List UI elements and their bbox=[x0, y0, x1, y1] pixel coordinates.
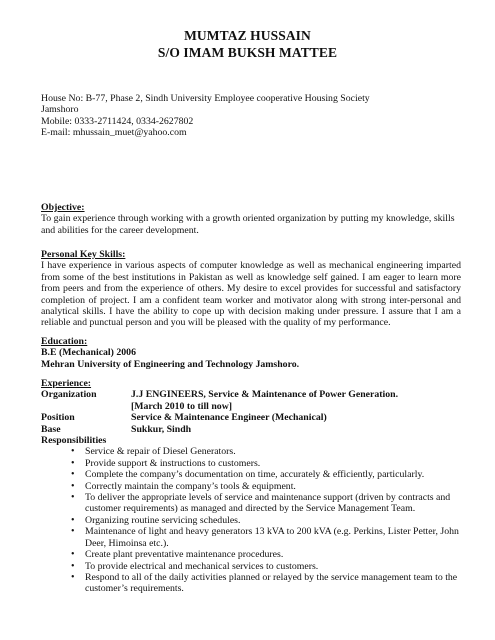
period-row bbox=[41, 401, 461, 412]
organization-value: J.J ENGINEERS, Service & Maintenance of Power Generation. bbox=[131, 389, 399, 401]
education-institution: Mehran University of Engineering and Technology Jamshoro. bbox=[41, 358, 300, 370]
skills-section bbox=[41, 249, 461, 329]
list-item: • Organizing routine servicing schedules. bbox=[41, 515, 461, 526]
list-item: • To provide electrical and mechanical services to customers. bbox=[41, 561, 461, 572]
mobile-number: Mobile: 0333-2711424, 0334-2627802 bbox=[41, 115, 194, 127]
position-value: Service & Maintenance Engineer (Mechanical) bbox=[131, 412, 327, 424]
list-item: • Provide support & instructions to customers. bbox=[41, 458, 461, 469]
list-item: • Complete the company’s documentation on time, accurately & efficiently, particularly. bbox=[41, 469, 461, 480]
list-item: • Maintenance of light and heavy generators 13 kVA to 200 kVA (e.g. Perkins, Lister Petter, John Deer, Himoinsa etc.). bbox=[41, 526, 461, 549]
list-item: • To deliver the appropriate levels of service and maintenance support (driven by contracts and customer requirements) as managed and directed by the Service Management Team. bbox=[41, 492, 461, 515]
address-line-2: Jamshoro bbox=[41, 104, 79, 116]
responsibilities-list bbox=[41, 446, 461, 594]
organization-label: Organization bbox=[41, 389, 97, 401]
organization-row bbox=[41, 389, 461, 400]
education-section bbox=[41, 336, 461, 370]
experience-section bbox=[41, 378, 461, 595]
experience-heading: Experience: bbox=[41, 378, 92, 389]
objective-heading: Objective: bbox=[41, 202, 85, 213]
contact-block bbox=[41, 93, 461, 138]
education-heading: Education: bbox=[41, 336, 88, 347]
applicant-name: MUMTAZ HUSSAIN bbox=[184, 28, 311, 43]
base-label: Base bbox=[41, 423, 61, 435]
objective-text: To gain experience through working with a growth oriented organization by putting my knowledge, skills and abilities for the career development. bbox=[41, 213, 455, 236]
applicant-parentage: S/O IMAM BUKSH MATTEE bbox=[157, 45, 338, 60]
email-address: E-mail: mhussain_muet@yahoo.com bbox=[41, 126, 187, 138]
position-row bbox=[41, 412, 461, 423]
list-item: • Correctly maintain the company’s tools & equipment. bbox=[41, 481, 461, 492]
education-degree: B.E (Mechanical) 2006 bbox=[41, 347, 136, 359]
skills-text: I have experience in various aspects of computer knowledge as well as mechanical engineering imparted from some of the best institutions in Pakistan as well as knowledge self gained. I am eager to learn more from peers and from the experience of others. My desire to excel provides for successful and satisfactory completion of project. I am a confident team worker and motivator along with strong inter-personal and analytical skills. I have the ability to cope up with decision making under pressure. I assure that I am a reliable and punctual person and you will be pleased with the quality of my performance. bbox=[41, 260, 461, 329]
address-line-1: House No: B-77, Phase 2, Sindh University Employee cooperative Housing Society bbox=[41, 93, 370, 104]
employment-period: [March 2010 to till now] bbox=[131, 400, 233, 412]
position-label: Position bbox=[41, 412, 75, 424]
base-row bbox=[41, 424, 461, 435]
objective-section bbox=[41, 202, 461, 236]
name-header bbox=[0, 27, 495, 61]
list-item: • Create plant preventative maintenance procedures. bbox=[41, 549, 461, 560]
base-value: Sukkur, Sindh bbox=[131, 423, 192, 435]
list-item: • Respond to all of the daily activities planned or relayed by the service management team to the customer’s requirements. bbox=[41, 572, 461, 595]
skills-heading: Personal Key Skills: bbox=[41, 249, 126, 260]
list-item: • Service & repair of Diesel Generators. bbox=[41, 446, 461, 457]
responsibilities-label: Responsibilities bbox=[41, 435, 107, 447]
